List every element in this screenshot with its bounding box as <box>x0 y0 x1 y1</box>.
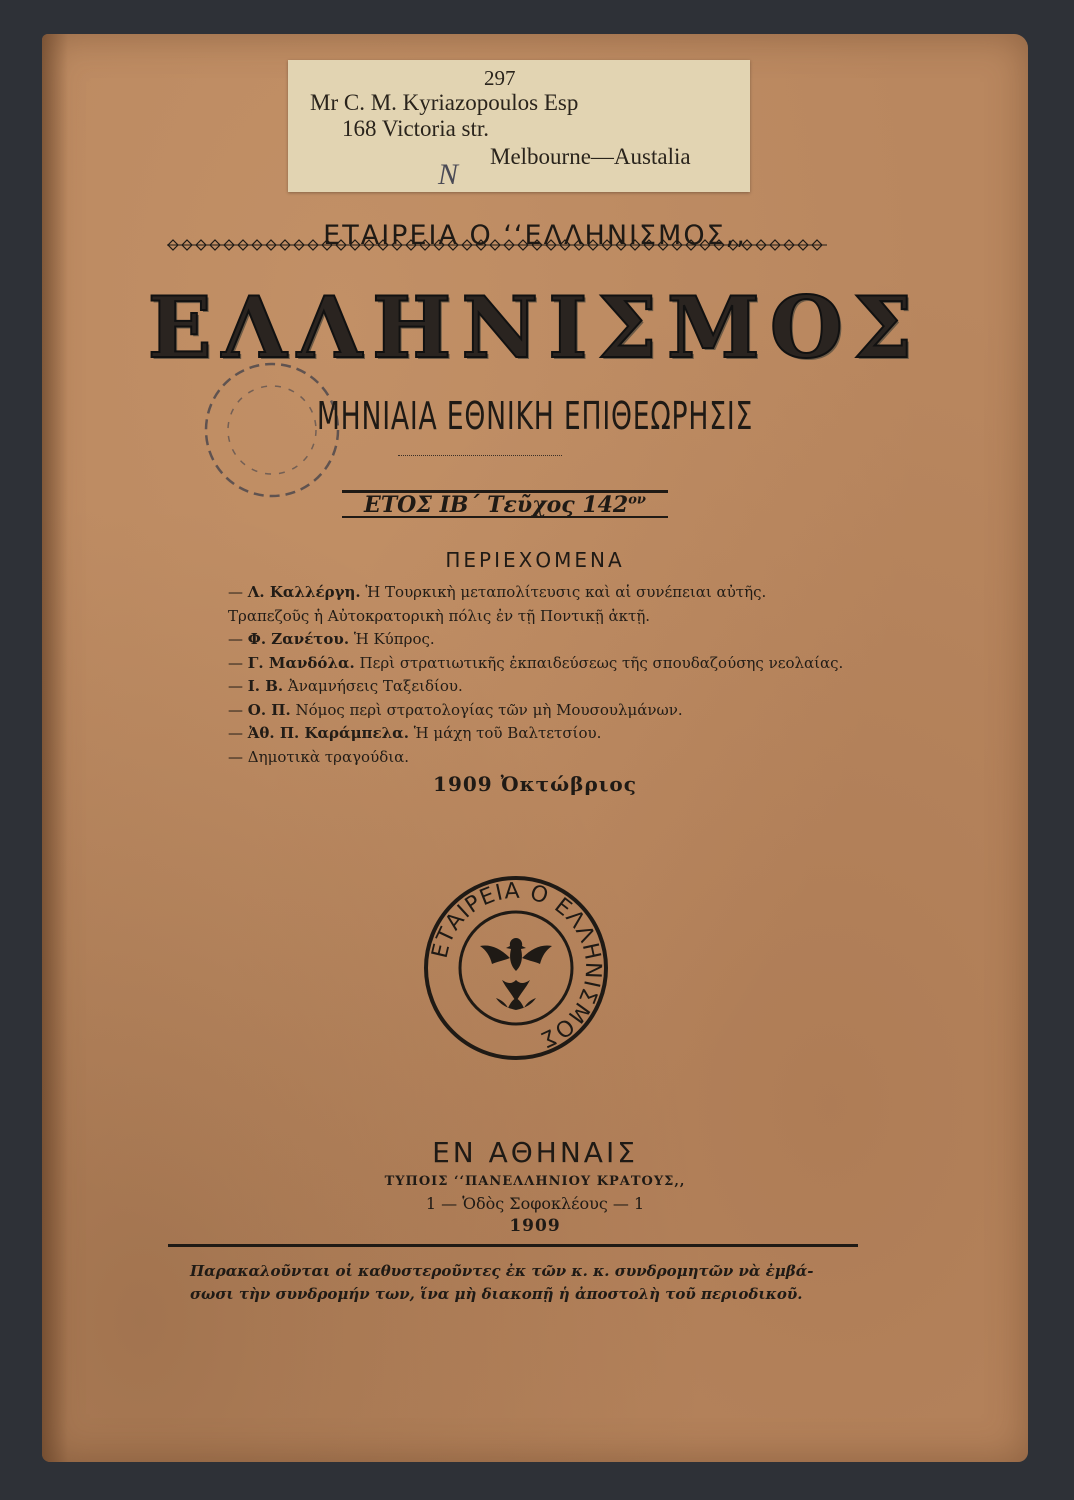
toc-item <box>228 605 828 629</box>
toc-author: Ο. Π. <box>247 700 291 719</box>
dotted-divider <box>398 455 562 456</box>
toc-text: Περὶ στρατιωτικῆς ἐκπαιδεύσεως τῆς σπουδαζούσης νεολαίας. <box>354 653 844 672</box>
toc-item <box>228 722 828 746</box>
toc-prefix: — <box>228 583 248 601</box>
imprint-city: ΕΝ ΑΘΗΝΑΙΣ <box>432 1136 638 1169</box>
label-city: Melbourne—Austalia <box>490 144 691 169</box>
toc-text: Νόμος περὶ στρατολογίας τῶν μὴ Μουσουλμάνων. <box>290 700 683 719</box>
magazine-cover <box>42 34 1028 1462</box>
notice-line: σωσι τὴν συνδρομήν των, ἵνα μὴ διακοπῇ ἡ ἀποστολὴ τοῦ περιοδικοῦ. <box>190 1285 803 1303</box>
label-number: 297 <box>484 66 516 90</box>
phoenix-icon <box>480 938 552 1010</box>
address-label <box>288 60 750 192</box>
imprint-press: ΤΥΠΟΙΣ ‘‘ΠΑΝΕΛΛΗΝΙΟΥ ΚΡΑΤΟΥΣ,, <box>384 1174 686 1189</box>
issue-date: 1909 Ὀκτώβριος <box>433 772 637 796</box>
subscription-notice <box>190 1260 850 1306</box>
contents-heading: ΠΕΡΙΕΧΟΜΕΝΑ <box>445 548 625 572</box>
toc-author: Ι. Β. <box>247 677 284 695</box>
footer-rule <box>168 1244 858 1247</box>
issue-number <box>342 492 668 518</box>
imprint-address: 1 — Ὁδὸς Σοφοκλέους — 1 <box>425 1194 645 1213</box>
label-street: 168 Victoria str. <box>342 116 490 141</box>
decorative-rule <box>167 238 827 252</box>
toc-prefix: — <box>228 677 248 695</box>
toc-author: Γ. Μανδόλα. <box>247 653 355 672</box>
society-name: ΕΤΑΙΡΕΙΑ Ο ‘‘ΕΛΛΗΝΙΣΜΟΣ,, <box>323 220 747 251</box>
label-name: Mr C. M. Kyriazopoulos Esp <box>310 90 579 115</box>
handwritten-mark: N <box>438 158 459 191</box>
toc-prefix: — <box>228 630 248 648</box>
subtitle: ΜΗΝΙΑΙΑ ΕΘΝΙΚΗ ΕΠΙΘΕΩΡΗΣΙΣ <box>316 394 754 438</box>
toc-text: Δημοτικὰ τραγούδια. <box>247 747 410 766</box>
table-of-contents <box>228 581 844 769</box>
toc-text: Τραπεζοῦς ἡ Αὐτοκρατορικὴ πόλις ἐν τῇ Ποντικῇ ἀκτῇ. <box>228 606 651 625</box>
toc-text: Ἡ μάχη τοῦ Βαλτετσίου. <box>408 724 602 742</box>
toc-author: Λ. Καλλέργη. <box>247 583 361 601</box>
toc-prefix: — <box>228 724 248 742</box>
emblem-ring-text: ΕΤΑΙΡΕΙΑ Ο ΕΛΛΗΝΙΣΜΟΣ <box>427 878 606 1052</box>
toc-prefix: — <box>228 653 248 672</box>
toc-item <box>228 581 828 605</box>
toc-author: Φ. Ζανέτου. <box>247 630 350 648</box>
imprint-year: 1909 <box>509 1216 561 1236</box>
toc-prefix: — <box>228 747 248 766</box>
toc-author: Ἀθ. Π. Καράμπελα. <box>247 724 409 742</box>
toc-item <box>228 652 844 676</box>
banner-bottom-rule <box>342 516 668 518</box>
issue-suffix: ον <box>628 492 646 508</box>
toc-text: Ἡ Κύπρος. <box>349 630 435 648</box>
notice-line: Παρακαλοῦνται οἱ καθυστεροῦντες ἐκ τῶν κ. κ. συνδρομητῶν νὰ ἐμβά- <box>190 1262 814 1280</box>
society-emblem <box>422 874 610 1062</box>
toc-item <box>228 699 828 723</box>
toc-text: Ἀναμνήσεις Ταξειδίου. <box>283 677 463 695</box>
toc-prefix: — <box>228 700 248 719</box>
issue-banner <box>342 490 668 518</box>
toc-text: Ἡ Τουρκικὴ μεταπολίτευσις καὶ αἱ συνέπειαι αὐτῆς. <box>360 583 767 601</box>
toc-item <box>228 675 828 699</box>
toc-item <box>228 746 828 770</box>
issue-label: ΕΤΟΣ ΙΒ΄ Τεῦχος 142 <box>364 492 629 518</box>
toc-item <box>228 628 828 652</box>
page-title: ΕΛΛΗΝΙΣΜΟΣ <box>147 278 923 377</box>
